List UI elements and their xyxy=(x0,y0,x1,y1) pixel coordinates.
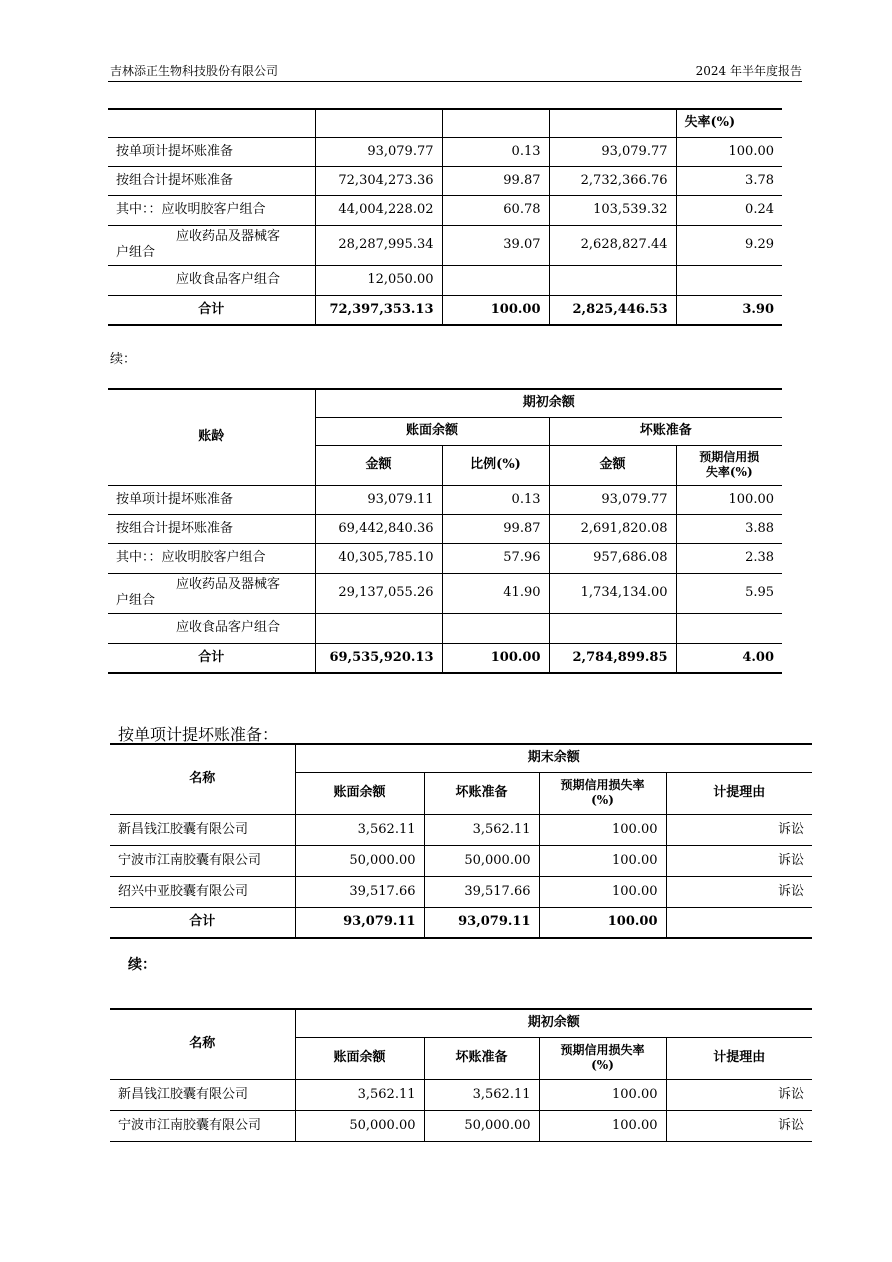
table-row xyxy=(110,814,812,845)
book-cell: 3,562.11 xyxy=(295,1079,424,1110)
total-row xyxy=(110,907,812,938)
ratio-cell: 0.13 xyxy=(442,485,549,514)
table-row xyxy=(108,225,782,265)
book-cell: 50,000.00 xyxy=(295,845,424,876)
ending-balance-header: 期末余额 xyxy=(295,744,812,772)
amount-cell: 69,535,920.13 xyxy=(315,643,442,673)
reason-cell: 诉讼 xyxy=(666,1110,812,1141)
allowance-cell: 2,825,446.53 xyxy=(549,295,676,325)
amount-cell: 12,050.00 xyxy=(315,265,442,295)
rate-cell: 2.38 xyxy=(676,543,782,573)
rate-header: 失率(%) xyxy=(676,109,782,137)
ratio-cell: 57.96 xyxy=(442,543,549,573)
book-balance-header: 账面余额 xyxy=(315,417,549,445)
rate-header: 预期信用损失率 (%) xyxy=(539,772,666,814)
ending-balance-table xyxy=(108,108,782,326)
allowance-cell: 93,079.77 xyxy=(549,485,676,514)
table-header-row xyxy=(110,744,812,772)
name-header: 名称 xyxy=(110,1009,295,1079)
rate-cell xyxy=(676,613,782,643)
ratio-cell: 100.00 xyxy=(442,295,549,325)
table-header-row xyxy=(110,1009,812,1037)
row-label: 按组合计提坏账准备 xyxy=(108,514,315,543)
opening-balance-header: 期初余额 xyxy=(315,389,782,417)
company-name-cell: 新昌钱江胶囊有限公司 xyxy=(110,814,295,845)
ratio-cell: 39.07 xyxy=(442,225,549,265)
ratio-cell: 99.87 xyxy=(442,166,549,195)
amount-cell: 72,304,273.36 xyxy=(315,166,442,195)
row-label: 应收药品及器械客 户组合 xyxy=(108,573,315,613)
total-label: 合计 xyxy=(110,907,295,938)
table-row xyxy=(108,573,782,613)
bad-cell: 50,000.00 xyxy=(424,1110,539,1141)
bad-cell: 93,079.11 xyxy=(424,907,539,938)
allowance-cell: 103,539.32 xyxy=(549,195,676,225)
allowance-cell: 2,732,366.76 xyxy=(549,166,676,195)
total-row xyxy=(108,295,782,325)
amount-cell: 93,079.77 xyxy=(315,137,442,166)
ratio-cell xyxy=(442,265,549,295)
opening-balance-header: 期初余额 xyxy=(295,1009,812,1037)
total-label: 合计 xyxy=(108,643,315,673)
ratio-header: 比例(%) xyxy=(442,445,549,485)
bad-cell: 39,517.66 xyxy=(424,876,539,907)
book-cell: 50,000.00 xyxy=(295,1110,424,1141)
bad-debt-header: 坏账准备 xyxy=(424,1037,539,1079)
single-provision-opening-table xyxy=(110,1008,812,1142)
single-provision-ending-table xyxy=(110,743,812,939)
continued-label: 续： xyxy=(110,352,137,367)
rate-cell: 100.00 xyxy=(539,907,666,938)
ratio-cell: 99.87 xyxy=(442,514,549,543)
amount-cell xyxy=(315,613,442,643)
reason-header: 计提理由 xyxy=(666,1037,812,1079)
book-balance-header: 账面余额 xyxy=(295,1037,424,1079)
company-name-cell: 绍兴中亚胶囊有限公司 xyxy=(110,876,295,907)
amount-header: 金额 xyxy=(315,445,442,485)
ratio-cell: 41.90 xyxy=(442,573,549,613)
opening-balance-table xyxy=(108,388,782,674)
header-rule xyxy=(108,81,802,82)
amount-cell: 44,004,228.02 xyxy=(315,195,442,225)
rate-cell: 9.29 xyxy=(676,225,782,265)
section-title: 按单项计提坏账准备： xyxy=(118,725,279,744)
rate-cell: 5.95 xyxy=(676,573,782,613)
amount-cell: 28,287,995.34 xyxy=(315,225,442,265)
rate-cell: 100.00 xyxy=(539,1079,666,1110)
ratio-cell: 0.13 xyxy=(442,137,549,166)
allowance-cell: 2,628,827.44 xyxy=(549,225,676,265)
row-label: 按组合计提坏账准备 xyxy=(108,166,315,195)
book-cell: 3,562.11 xyxy=(295,814,424,845)
rate-cell: 0.24 xyxy=(676,195,782,225)
row-label: 其中：：应收明胶客户组合 xyxy=(108,543,315,573)
total-label: 合计 xyxy=(108,295,315,325)
rate-cell: 100.00 xyxy=(539,876,666,907)
allowance-cell xyxy=(549,613,676,643)
allowance-cell: 2,784,899.85 xyxy=(549,643,676,673)
table-header-row xyxy=(108,109,782,137)
allowance-cell: 957,686.08 xyxy=(549,543,676,573)
age-header: 账龄 xyxy=(108,389,315,485)
rate-cell: 100.00 xyxy=(539,1110,666,1141)
ratio-cell: 60.78 xyxy=(442,195,549,225)
reason-cell xyxy=(666,907,812,938)
table-row xyxy=(108,543,782,573)
table-row xyxy=(110,876,812,907)
table-row xyxy=(108,265,782,295)
table-row xyxy=(110,1079,812,1110)
row-label: 应收食品客户组合 xyxy=(108,613,315,643)
row-label: 按单项计提坏账准备 xyxy=(108,137,315,166)
rate-cell: 100.00 xyxy=(676,137,782,166)
rate-cell: 3.90 xyxy=(676,295,782,325)
amount-cell: 40,305,785.10 xyxy=(315,543,442,573)
rate-header: 预期信用损失率 (%) xyxy=(539,1037,666,1079)
table-row xyxy=(110,845,812,876)
row-label: 其中：：应收明胶客户组合 xyxy=(108,195,315,225)
row-label: 应收食品客户组合 xyxy=(108,265,315,295)
table-header-row xyxy=(108,389,782,417)
table-row xyxy=(108,485,782,514)
reason-cell: 诉讼 xyxy=(666,1079,812,1110)
ratio-cell xyxy=(442,613,549,643)
company-name: 吉林添正生物科技股份有限公司 xyxy=(110,64,279,78)
name-header: 名称 xyxy=(110,744,295,814)
bad-cell: 50,000.00 xyxy=(424,845,539,876)
reason-cell: 诉讼 xyxy=(666,814,812,845)
amount-cell: 72,397,353.13 xyxy=(315,295,442,325)
bad-cell: 3,562.11 xyxy=(424,1079,539,1110)
bad-debt-header: 坏账准备 xyxy=(549,417,782,445)
book-cell: 39,517.66 xyxy=(295,876,424,907)
report-title: 2024 年半年度报告 xyxy=(695,64,802,78)
ratio-cell: 100.00 xyxy=(442,643,549,673)
rate-cell: 100.00 xyxy=(539,845,666,876)
reason-header: 计提理由 xyxy=(666,772,812,814)
reason-cell: 诉讼 xyxy=(666,845,812,876)
table-row xyxy=(108,195,782,225)
rate-cell: 3.88 xyxy=(676,514,782,543)
rate-cell: 4.00 xyxy=(676,643,782,673)
table-row xyxy=(108,613,782,643)
book-cell: 93,079.11 xyxy=(295,907,424,938)
rate-cell: 100.00 xyxy=(539,814,666,845)
row-label: 应收药品及器械客 户组合 xyxy=(108,225,315,265)
table-row xyxy=(110,1110,812,1141)
rate-cell: 100.00 xyxy=(676,485,782,514)
amount-cell: 69,442,840.36 xyxy=(315,514,442,543)
allowance-cell: 93,079.77 xyxy=(549,137,676,166)
table-row xyxy=(108,514,782,543)
book-balance-header: 账面余额 xyxy=(295,772,424,814)
table-row xyxy=(108,137,782,166)
company-name-cell: 宁波市江南胶囊有限公司 xyxy=(110,845,295,876)
rate-cell xyxy=(676,265,782,295)
rate-header: 预期信用损 失率(%) xyxy=(676,445,782,485)
company-name-cell: 宁波市江南胶囊有限公司 xyxy=(110,1110,295,1141)
total-row xyxy=(108,643,782,673)
allowance-cell: 1,734,134.00 xyxy=(549,573,676,613)
amount-cell: 93,079.11 xyxy=(315,485,442,514)
row-label: 按单项计提坏账准备 xyxy=(108,485,315,514)
continued-label: 续： xyxy=(128,957,156,973)
bad-debt-header: 坏账准备 xyxy=(424,772,539,814)
allowance-cell xyxy=(549,265,676,295)
bad-cell: 3,562.11 xyxy=(424,814,539,845)
reason-cell: 诉讼 xyxy=(666,876,812,907)
allowance-cell: 2,691,820.08 xyxy=(549,514,676,543)
amount-cell: 29,137,055.26 xyxy=(315,573,442,613)
amount-header: 金额 xyxy=(549,445,676,485)
table-row xyxy=(108,166,782,195)
rate-cell: 3.78 xyxy=(676,166,782,195)
company-name-cell: 新昌钱江胶囊有限公司 xyxy=(110,1079,295,1110)
